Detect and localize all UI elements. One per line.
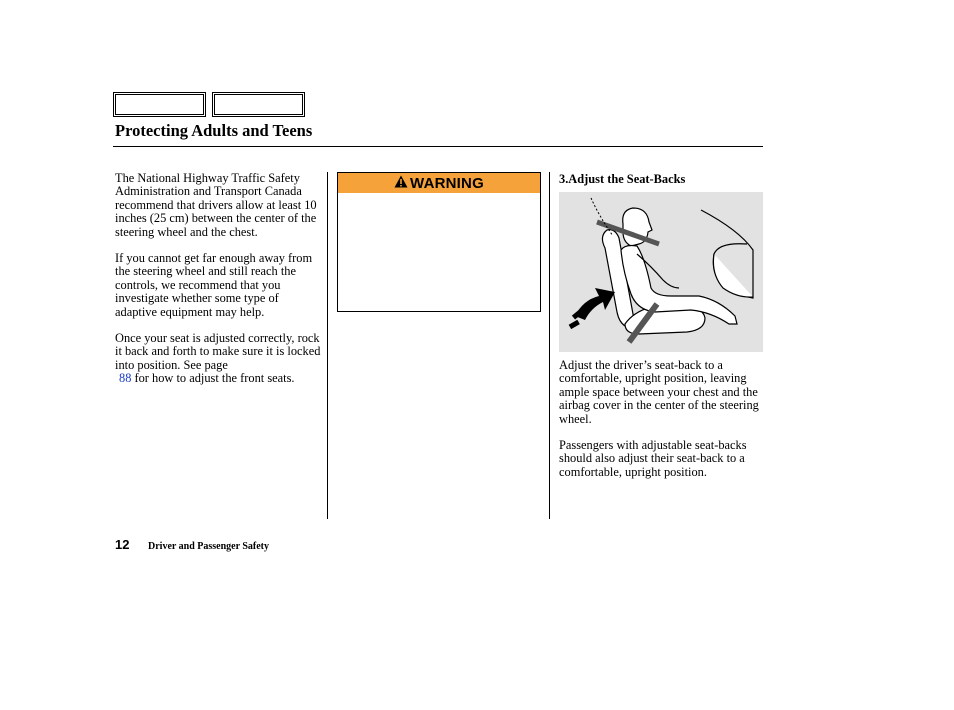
warning-header: [338, 173, 540, 193]
paragraph-distance: The National Highway Traffic Safety Administration and Transport Canada recommend that drivers allow at least 10 inches (25 cm) between the center of the steering wheel and the chest.: [115, 171, 317, 239]
nav-tab-1[interactable]: [113, 92, 206, 117]
paragraph-adjust-driver: Adjust the driver’s seat-back to a comfortable, upright position, leaving ample space between your chest and the airbag cover in the center of the steering wheel.: [559, 358, 759, 426]
warning-box: [337, 172, 541, 312]
seat-locked-text: Once your seat is adjusted correctly, rock it back and forth to make sure it is locked into position. See page: [115, 331, 321, 372]
page-number: 12: [115, 537, 130, 552]
left-column: [115, 172, 323, 399]
right-column-text: [559, 359, 759, 492]
warning-triangle-icon: [394, 175, 410, 192]
page-88-link[interactable]: 88: [119, 371, 132, 386]
section-footer: Driver and Passenger Safety: [148, 541, 270, 552]
page-title: Protecting Adults and Teens: [115, 121, 313, 140]
paragraph-seat-locked: [115, 332, 323, 386]
warning-label: WARNING: [410, 174, 484, 192]
section-heading: 3.Adjust the Seat-Backs: [559, 172, 686, 186]
title-divider: [113, 146, 763, 147]
nav-tab-2[interactable]: [212, 92, 305, 117]
column-divider-2: [549, 172, 550, 519]
paragraph-adaptive-equipment: If you cannot get far enough away from the steering wheel and still reach the controls, we recommend that you investigate whether some type of adaptive equipment may help.: [115, 251, 313, 319]
seat-back-adjustment-illustration: [559, 192, 763, 352]
paragraph-adjust-passengers: Passengers with adjustable seat-backs should also adjust their seat-back to a comfortable, upright position.: [559, 438, 747, 479]
column-divider-1: [327, 172, 328, 519]
link-suffix-text: for how to adjust the front seats.: [131, 371, 295, 386]
right-column-heading-area: [559, 172, 759, 186]
